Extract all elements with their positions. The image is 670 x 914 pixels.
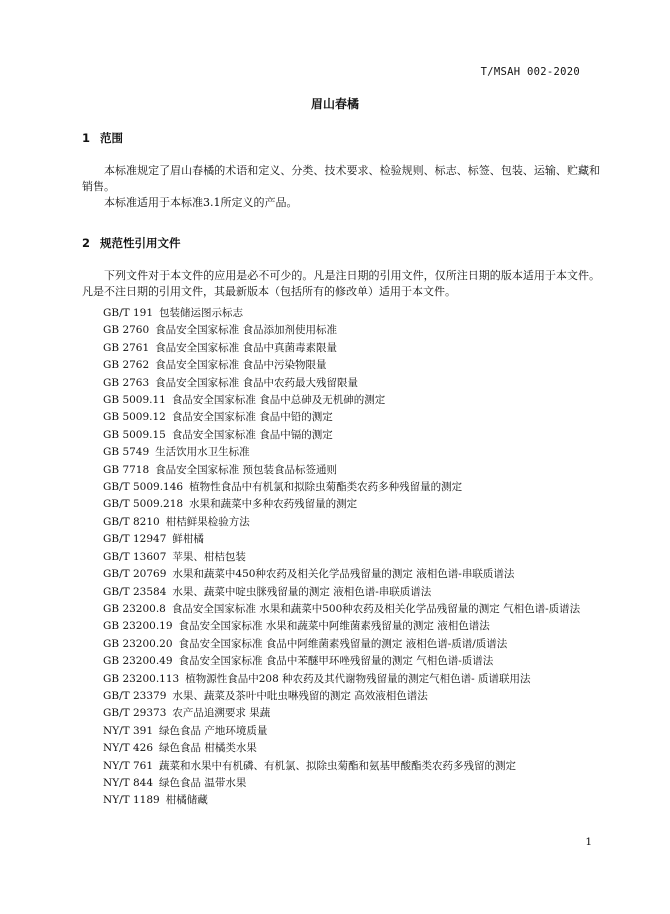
reference-title: 食品安全国家标准 预包装食品标签通则 [155, 463, 338, 476]
reference-code: GB 23200.113 [103, 672, 180, 685]
section-1-number: 1 [82, 131, 91, 145]
reference-code: GB 2761 [103, 341, 150, 354]
reference-code: GB 5009.12 [103, 411, 166, 424]
reference-title: 食品安全国家标准 食品中铅的测定 [171, 411, 333, 424]
reference-title: 食品安全国家标准 食品中镉的测定 [171, 428, 333, 441]
reference-item [82, 740, 600, 757]
section-2-intro-text: 下列文件对于本文件的应用是必不可少的。凡是注日期的引用文件，仅所注日期的版本适用于本文件。凡是不注日期的引用文件，其最新版本（包括所有的修改单）适用于本文件。 [82, 269, 600, 298]
reference-item [82, 496, 600, 513]
reference-title: 生活饮用水卫生标准 [155, 446, 250, 459]
reference-code: GB/T 5009.146 [103, 481, 184, 494]
reference-title: 水果、蔬菜中啶虫脒残留量的测定 液相色谱-串联质谱法 [172, 585, 432, 598]
reference-item [82, 636, 600, 653]
reference-item [82, 601, 600, 618]
reference-item [82, 705, 600, 722]
reference-code: NY/T 761 [103, 759, 154, 772]
section-2-intro [82, 268, 600, 300]
section-1-heading [82, 130, 123, 146]
reference-item [82, 723, 600, 740]
reference-title: 包装储运图示标志 [159, 307, 244, 319]
reference-title: 食品安全国家标准 食品添加剂使用标准 [155, 324, 338, 337]
reference-title: 鲜柑橘 [172, 533, 204, 546]
reference-code: GB 23200.19 [103, 620, 173, 633]
reference-item [82, 375, 600, 392]
reference-code: NY/T 844 [103, 776, 154, 789]
reference-code: GB/T 8210 [103, 515, 160, 528]
reference-title: 食品安全国家标准 食品中污染物限量 [155, 359, 327, 372]
reference-item [82, 357, 600, 374]
reference-title: 苹果、柑桔包装 [172, 550, 246, 563]
document-title: 眉山春橘 [310, 97, 359, 111]
reference-title: 水果和蔬菜中多种农药残留量的测定 [189, 498, 358, 511]
reference-item [82, 653, 600, 670]
reference-code: GB/T 29373 [103, 707, 167, 720]
reference-item [82, 322, 600, 339]
reference-title: 食品安全国家标准 食品中真菌毒素限量 [155, 341, 338, 354]
reference-code: GB 5009.15 [103, 428, 166, 441]
reference-code: GB/T 23379 [103, 689, 167, 702]
reference-title: 柑橘储藏 [165, 794, 208, 807]
reference-title: 食品安全国家标准 水果和蔬菜中阿维菌素残留量的测定 液相色谱法 [178, 620, 490, 633]
reference-code: GB 5009.11 [103, 394, 166, 407]
reference-item [82, 775, 600, 792]
reference-code: GB 7718 [103, 463, 150, 476]
reference-item [82, 427, 600, 444]
reference-code: GB 2762 [103, 359, 150, 372]
reference-code: NY/T 426 [103, 742, 154, 755]
reference-title: 食品安全国家标准 水果和蔬菜中500种农药及相关化学品残留量的测定 气相色谱-质谱法 [171, 602, 581, 615]
reference-item [82, 409, 600, 426]
reference-code: GB 2763 [103, 376, 150, 389]
reference-code: GB/T 12947 [103, 533, 167, 546]
reference-item [82, 514, 600, 531]
reference-item [82, 618, 600, 635]
reference-code: GB/T 5009.218 [103, 498, 184, 511]
reference-item [82, 671, 600, 688]
reference-item [82, 392, 600, 409]
reference-code: GB 23200.8 [103, 602, 166, 615]
reference-code: GB/T 13607 [103, 550, 167, 563]
reference-item [82, 479, 600, 496]
reference-code: GB/T 20769 [103, 568, 167, 581]
reference-title: 水果、蔬菜及茶叶中吡虫啉残留的测定 高效液相色谱法 [172, 689, 428, 702]
reference-code: GB/T 23584 [103, 585, 167, 598]
reference-item [82, 462, 600, 479]
reference-title: 食品安全国家标准 食品中苯醚甲环唑残留量的测定 气相色谱-质谱法 [178, 655, 494, 668]
section-1-paragraph: 本标准规定了眉山春橘的术语和定义、分类、技术要求、检验规则、标志、标签、包装、运输、贮藏和销售。 [82, 164, 600, 193]
reference-item [82, 758, 600, 775]
reference-item [82, 566, 600, 583]
reference-item [82, 688, 600, 705]
section-1-title: 范围 [100, 131, 123, 145]
reference-code: GB 23200.20 [103, 637, 173, 650]
reference-item [82, 305, 600, 322]
section-2-heading [82, 235, 181, 251]
reference-code: NY/T 1189 [103, 794, 160, 807]
page-number: 1 [585, 836, 592, 848]
reference-title: 水果和蔬菜中450种农药及相关化学品残留量的测定 液相色谱-串联质谱法 [172, 568, 515, 581]
reference-title: 蔬菜和水果中有机磷、有机氯、拟除虫菊酯和氨基甲酸酯类农药多残留的测定 [159, 759, 517, 772]
reference-list [82, 305, 600, 810]
reference-title: 农产品追溯要求 果蔬 [172, 707, 271, 720]
reference-item [82, 531, 600, 548]
section-2-title: 规范性引用文件 [100, 236, 181, 250]
reference-title: 食品安全国家标准 食品中总砷及无机砷的测定 [171, 394, 386, 407]
reference-title: 植物源性食品中208 种农药及其代谢物残留量的测定气相色谱- 质谱联用法 [185, 672, 531, 685]
reference-title: 绿色食品 产地环境质量 [159, 724, 268, 737]
reference-item [82, 584, 600, 601]
reference-title: 食品安全国家标准 食品中农药最大残留限量 [155, 376, 359, 389]
reference-code: GB 5749 [103, 446, 150, 459]
section-2-number: 2 [82, 236, 91, 250]
reference-code: NY/T 391 [103, 724, 154, 737]
reference-title: 植物性食品中有机氯和拟除虫菊酯类农药多种残留量的测定 [189, 481, 463, 494]
document-code: T/MSAH 002-2020 [480, 66, 580, 78]
reference-item [82, 444, 600, 461]
section-1-paragraph: 本标准适用于本标准3.1所定义的产品。 [104, 196, 298, 209]
reference-title: 绿色食品 柑橘类水果 [159, 742, 257, 755]
reference-item [82, 792, 600, 809]
reference-code: GB/T 191 [103, 307, 154, 319]
reference-code: GB 23200.49 [103, 655, 173, 668]
reference-title: 柑桔鲜果检验方法 [165, 515, 250, 528]
reference-code: GB 2760 [103, 324, 150, 337]
reference-item [82, 549, 600, 566]
reference-title: 绿色食品 温带水果 [159, 776, 247, 789]
reference-title: 食品安全国家标准 食品中阿维菌素残留量的测定 液相色谱-质谱/质谱法 [178, 637, 508, 650]
section-1-body [82, 163, 600, 211]
reference-item [82, 340, 600, 357]
